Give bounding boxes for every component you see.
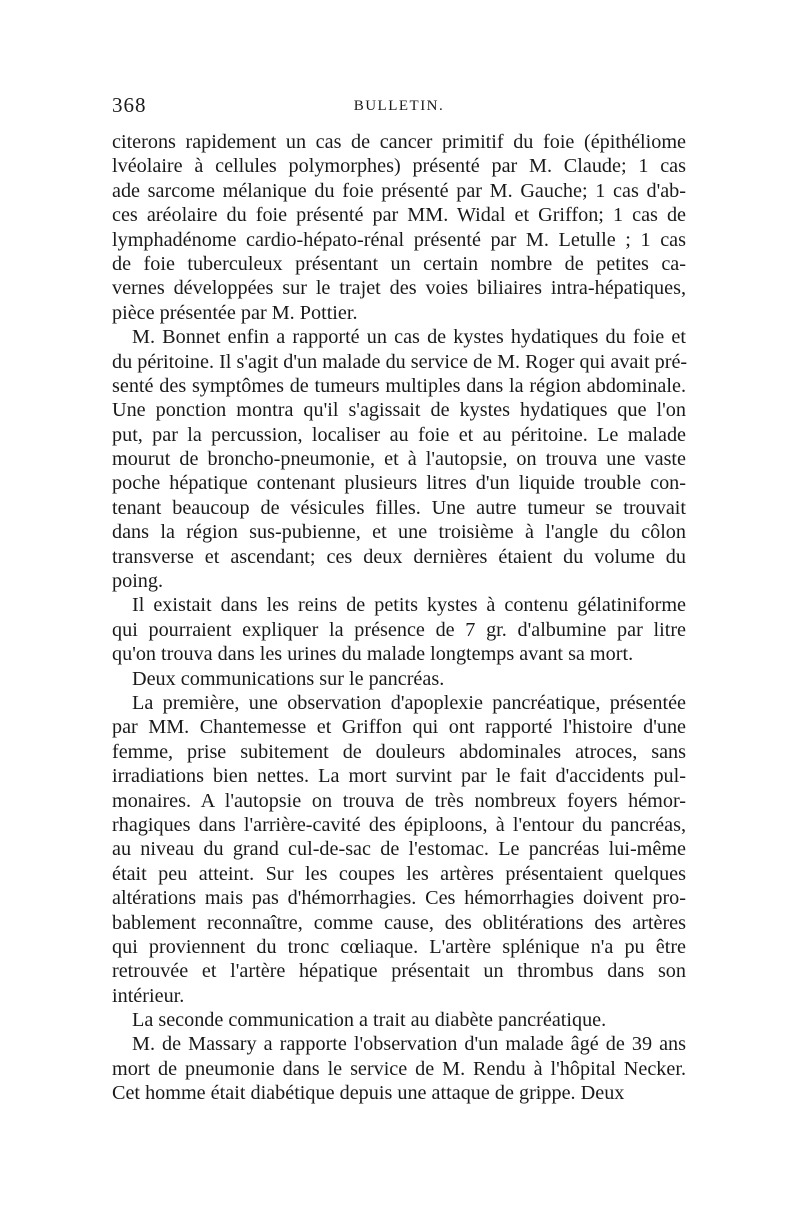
body-text bbox=[112, 130, 686, 1106]
text-line: put, par la percussion, localiser au foie et au péritoine. Le malade bbox=[112, 423, 686, 446]
page-header bbox=[112, 93, 686, 123]
text-line: irradiations bien nettes. La mort survint par le fait d'accidents pul- bbox=[112, 765, 686, 788]
text-line: transverse et ascendant; ces deux dernières étaient du volume du bbox=[112, 545, 686, 568]
text-line: du péritoine. Il s'agit d'un malade du service de M. Roger qui avait pré- bbox=[112, 350, 688, 373]
text-line: de foie tuberculeux présentant un certain nombre de petites ca- bbox=[112, 252, 686, 275]
text-line: femme, prise subitement de douleurs abdominales atroces, sans bbox=[112, 740, 686, 763]
text-line: Cet homme était diabétique depuis une attaque de grippe. Deux bbox=[112, 1082, 625, 1105]
text-line: lvéolaire à cellules polymorphes) présenté par M. Claude; 1 cas bbox=[112, 155, 686, 178]
text-line: La seconde communication a trait au diabète pancréatique. bbox=[132, 1009, 607, 1032]
text-line: citerons rapidement un cas de cancer primitif du foie (épithéliome bbox=[112, 131, 686, 153]
paragraph bbox=[112, 325, 686, 593]
paragraph bbox=[112, 691, 686, 1008]
text-line: tenant beaucoup de vésicules filles. Une autre tumeur se trouvait bbox=[112, 496, 686, 519]
text-line: dans la région sus-pubienne, et une troisième à l'angle du côlon bbox=[112, 521, 686, 544]
paragraph bbox=[112, 667, 686, 691]
paragraph bbox=[112, 1008, 686, 1032]
text-line: qui proviennent du tronc cœliaque. L'artère splénique n'a pu être bbox=[112, 935, 686, 958]
paragraph bbox=[112, 593, 686, 666]
text-line: ces aréolaire du foie présenté par MM. Widal et Griffon; 1 cas de bbox=[112, 204, 686, 227]
text-line: poche hépatique contenant plusieurs litres d'un liquide trouble con- bbox=[112, 472, 686, 495]
text-line: intérieur. bbox=[112, 984, 185, 1007]
text-line: senté des symptômes de tumeurs multiples dans la région abdominale. bbox=[112, 374, 686, 397]
text-line: poing. bbox=[112, 570, 164, 593]
text-line: vernes développées sur le trajet des voies biliaires intra-hépatiques, bbox=[112, 277, 686, 300]
text-line: Une ponction montra qu'il s'agissait de kystes hydatiques que l'on bbox=[112, 399, 686, 422]
text-line: qu'on trouva dans les urines du malade longtemps avant sa mort. bbox=[112, 643, 634, 666]
text-line: par MM. Chantemesse et Griffon qui ont rapporté l'histoire d'une bbox=[112, 716, 686, 739]
text-line: était peu atteint. Sur les coupes les artères présentaient quelques bbox=[112, 862, 686, 885]
page-number: 368 bbox=[112, 93, 147, 117]
text-line: La première, une observation d'apoplexie pancréatique, présentée bbox=[132, 691, 686, 714]
text-line: Il existait dans les reins de petits kystes à contenu gélatiniforme bbox=[132, 594, 686, 617]
text-line: M. de Massary a rapporte l'observation d'un malade âgé de 39 ans bbox=[132, 1033, 686, 1056]
text-line: M. Bonnet enfin a rapporté un cas de kystes hydatiques du foie et bbox=[132, 326, 686, 349]
text-line: monaires. A l'autopsie on trouva de très nombreux foyers hémor- bbox=[112, 789, 686, 812]
paragraph bbox=[112, 1032, 686, 1105]
text-line: ade sarcome mélanique du foie présenté par M. Gauche; 1 cas d'ab- bbox=[112, 179, 686, 202]
text-line: retrouvée et l'artère hépatique présentait un thrombus dans son bbox=[112, 960, 686, 983]
paragraph bbox=[112, 130, 686, 325]
text-line: au niveau du grand cul-de-sac de l'estomac. Le pancréas lui-même bbox=[112, 838, 686, 861]
text-line: rhagiques dans l'arrière-cavité des épiploons, à l'entour du pancréas, bbox=[112, 813, 686, 836]
text-line: pièce présentée par M. Pottier. bbox=[112, 301, 358, 324]
text-line: bablement reconnaître, comme cause, des oblitérations des artères bbox=[112, 911, 686, 934]
text-line: mort de pneumonie dans le service de M. Rendu à l'hôpital Necker. bbox=[112, 1057, 686, 1080]
text-line: qui pourraient expliquer la présence de 7 gr. d'albumine par litre bbox=[112, 618, 686, 641]
text-line: lymphadénome cardio-hépato-rénal présenté par M. Letulle ; 1 cas bbox=[112, 228, 686, 251]
text-line: mourut de broncho-pneumonie, et à l'autopsie, on trouva une vaste bbox=[112, 448, 686, 471]
text-line: Deux communications sur le pancréas. bbox=[132, 667, 445, 690]
text-line: altérations mais pas d'hémorrhagies. Ces hémorrhagies doivent pro- bbox=[112, 887, 686, 910]
running-head: BULLETIN. bbox=[353, 98, 445, 114]
